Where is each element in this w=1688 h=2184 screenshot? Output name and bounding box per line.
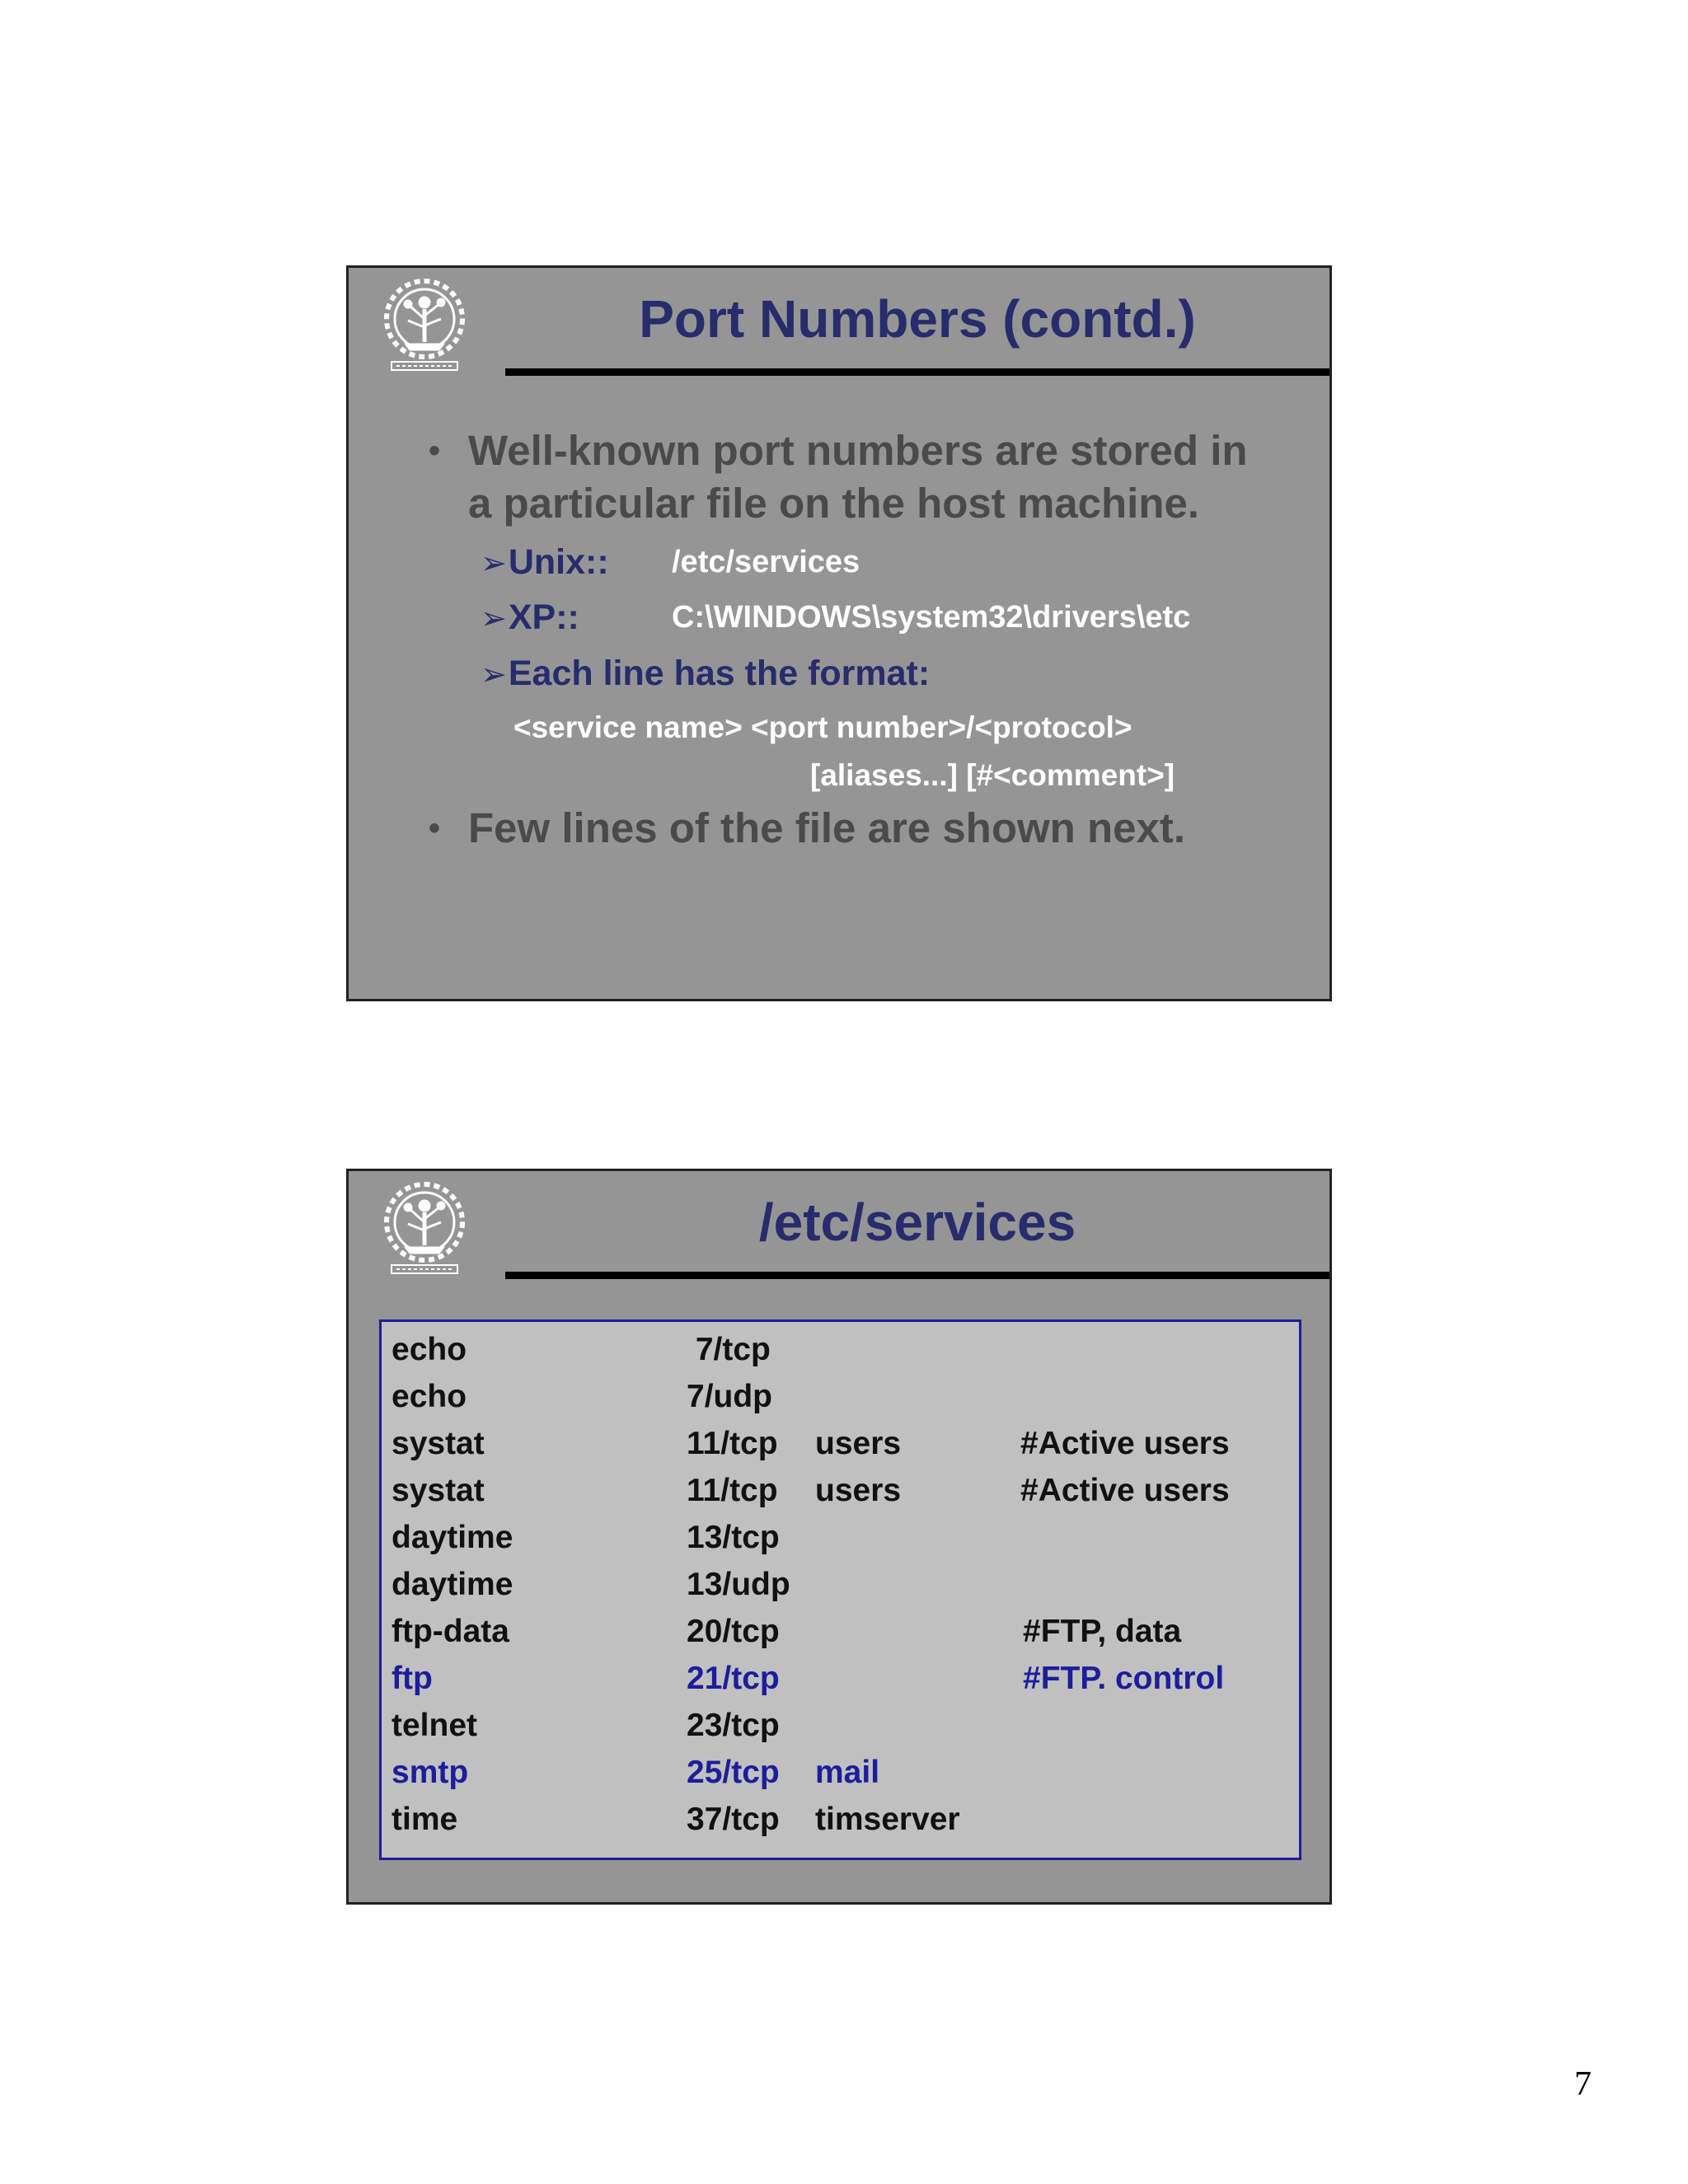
comment-cell: #Active users bbox=[1020, 1426, 1230, 1461]
bullet-few-lines bbox=[429, 802, 1301, 855]
subitem-label: Unix:: bbox=[508, 542, 609, 582]
alias-cell: users bbox=[815, 1426, 902, 1461]
institute-logo-icon bbox=[372, 273, 477, 378]
table-row bbox=[382, 1514, 1299, 1561]
table-row bbox=[382, 1467, 1299, 1514]
bullet-dot-icon: • bbox=[429, 433, 441, 469]
service-cell: smtp bbox=[392, 1755, 469, 1790]
service-cell: ftp bbox=[392, 1661, 433, 1696]
bullet-text-line-1: Few lines of the file are shown next. bbox=[468, 804, 1186, 851]
port-cell: 7/udp bbox=[687, 1379, 772, 1414]
port-cell: 13/tcp bbox=[687, 1520, 780, 1555]
service-cell: systat bbox=[392, 1426, 485, 1461]
bullet-well-known-ports bbox=[429, 424, 1301, 530]
table-row bbox=[382, 1608, 1299, 1655]
title-divider bbox=[505, 368, 1329, 376]
format-line-1: <service name> <port number>/<protocol> bbox=[513, 710, 1132, 744]
unix-path: /etc/services bbox=[672, 545, 860, 579]
service-cell: echo bbox=[392, 1332, 467, 1367]
comment-cell: #FTP. control bbox=[1023, 1661, 1225, 1696]
subitem-format bbox=[481, 647, 930, 700]
arrow-bullet-icon: ➢ bbox=[481, 602, 507, 636]
slide-title: /etc/services bbox=[758, 1193, 1076, 1252]
table-row-highlighted bbox=[382, 1749, 1299, 1796]
service-cell: echo bbox=[392, 1379, 467, 1414]
port-cell: 20/tcp bbox=[687, 1614, 780, 1649]
service-cell: ftp-data bbox=[392, 1614, 509, 1649]
table-row bbox=[382, 1561, 1299, 1608]
table-row bbox=[382, 1326, 1299, 1373]
alias-cell: users bbox=[815, 1473, 902, 1508]
service-cell: daytime bbox=[392, 1567, 513, 1602]
table-row bbox=[382, 1373, 1299, 1420]
subitem-unix bbox=[481, 536, 609, 588]
bullet-dot-icon: • bbox=[429, 810, 441, 846]
port-cell: 13/udp bbox=[687, 1567, 790, 1602]
port-cell: 7/tcp bbox=[687, 1332, 771, 1367]
xp-path: C:\WINDOWS\system32\drivers\etc bbox=[672, 600, 1191, 635]
port-cell: 11/tcp bbox=[687, 1426, 778, 1461]
subitem-label: XP:: bbox=[508, 598, 579, 637]
service-cell: time bbox=[392, 1802, 458, 1837]
bullet-text-line-2: a particular file on the host machine. bbox=[468, 480, 1200, 527]
alias-cell: timserver bbox=[815, 1802, 960, 1837]
table-row bbox=[382, 1702, 1299, 1749]
service-cell: daytime bbox=[392, 1520, 513, 1555]
format-line-2: [aliases...] [#<comment>] bbox=[810, 758, 1175, 792]
port-cell: 25/tcp bbox=[687, 1755, 780, 1790]
title-divider bbox=[505, 1272, 1329, 1279]
service-cell: telnet bbox=[392, 1708, 478, 1743]
subitem-label: Each line has the format: bbox=[508, 654, 931, 693]
services-table bbox=[379, 1319, 1301, 1860]
bullet-text-line-1: Well-known port numbers are stored in bbox=[468, 427, 1248, 474]
arrow-bullet-icon: ➢ bbox=[481, 658, 507, 692]
port-cell: 21/tcp bbox=[687, 1661, 780, 1696]
port-cell: 37/tcp bbox=[687, 1802, 780, 1837]
port-cell: 23/tcp bbox=[687, 1708, 780, 1743]
arrow-bullet-icon: ➢ bbox=[481, 546, 507, 581]
service-cell: systat bbox=[392, 1473, 485, 1508]
institute-logo-icon bbox=[372, 1176, 477, 1282]
alias-cell: mail bbox=[815, 1755, 880, 1790]
table-row bbox=[382, 1420, 1299, 1467]
comment-cell: #Active users bbox=[1020, 1473, 1230, 1508]
subitem-xp bbox=[481, 591, 579, 644]
table-row-highlighted bbox=[382, 1655, 1299, 1702]
slide-title: Port Numbers (contd.) bbox=[639, 289, 1196, 349]
comment-cell: #FTP, data bbox=[1023, 1614, 1182, 1649]
slide-etc-services bbox=[346, 1169, 1332, 1905]
slide-port-numbers bbox=[346, 265, 1332, 1001]
table-row bbox=[382, 1796, 1299, 1843]
port-cell: 11/tcp bbox=[687, 1473, 778, 1508]
page-number: 7 bbox=[1574, 2065, 1592, 2103]
